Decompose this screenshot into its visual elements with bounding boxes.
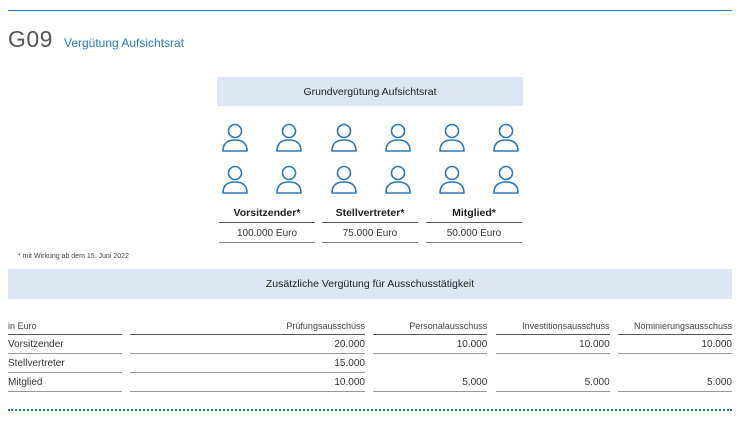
- table-cell: 10.000: [373, 335, 487, 354]
- figure-title: Vergütung Aufsichtsrat: [63, 36, 185, 50]
- person-outline-icon: [332, 125, 356, 152]
- person-outline-icon: [440, 125, 464, 152]
- footnote: * mit Wirkung ab dem 15. Juni 2022: [18, 253, 129, 260]
- person-outline-icon: [332, 167, 356, 194]
- table-cell: 10.000: [496, 335, 610, 354]
- table-cell: 15.000: [130, 354, 365, 373]
- person-outline-icon: [277, 125, 301, 152]
- role-vorsitzender: [219, 207, 315, 243]
- column-header: Prüfungsausschuss: [130, 316, 365, 335]
- table-cell: 5.000: [496, 373, 610, 392]
- table-cell: 10.000: [130, 373, 365, 392]
- table-header-row: [8, 316, 732, 335]
- role-stellvertreter: [322, 207, 418, 243]
- column-header: Investitionsausschuss: [496, 316, 610, 335]
- row-label: Mitglied: [8, 373, 122, 392]
- zusatz-header: [8, 269, 732, 299]
- table-cell: [373, 354, 487, 373]
- person-outline-icon: [223, 125, 247, 152]
- table-cell: [618, 354, 732, 373]
- person-outline-icon: [386, 167, 410, 194]
- table-row: [8, 354, 732, 373]
- person-outline-icon: [440, 167, 464, 194]
- bottom-dotted-rule: [8, 409, 732, 411]
- grundverguetung-header: [217, 77, 523, 106]
- role-mitglied: [426, 207, 522, 243]
- zusatz-title: Zusätzliche Vergütung für Ausschusstätigkeit: [265, 278, 475, 290]
- table-cell: 10.000: [618, 335, 732, 354]
- role-label: Stellvertreter*: [322, 207, 418, 223]
- page-title: [8, 26, 184, 53]
- person-outline-icon: [494, 125, 518, 152]
- column-header: in Euro: [8, 316, 122, 335]
- role-amount: 100.000 Euro: [219, 223, 315, 243]
- top-rule: [8, 10, 732, 11]
- person-outline-icon: [277, 167, 301, 194]
- column-header: Personalausschuss: [373, 316, 487, 335]
- row-label: Stellvertreter: [8, 354, 122, 373]
- role-amount: 75.000 Euro: [322, 223, 418, 243]
- table-row: [8, 335, 732, 354]
- table-cell: 5.000: [618, 373, 732, 392]
- role-amount: 50.000 Euro: [426, 223, 522, 243]
- figure-code: G09: [8, 26, 53, 52]
- table-row: [8, 373, 732, 392]
- role-label: Vorsitzender*: [219, 207, 315, 223]
- grundverguetung-title: Grundvergütung Aufsichtsrat: [303, 85, 437, 98]
- person-outline-icon: [386, 125, 410, 152]
- table-cell: 5.000: [373, 373, 487, 392]
- role-label: Mitglied*: [426, 207, 522, 223]
- person-outline-icon: [494, 167, 518, 194]
- person-outline-icon: [223, 167, 247, 194]
- row-label: Vorsitzender: [8, 335, 122, 354]
- table-cell: 20.000: [130, 335, 365, 354]
- column-header: Nominierungsausschuss: [618, 316, 732, 335]
- committee-table: [8, 316, 732, 392]
- table-cell: [496, 354, 610, 373]
